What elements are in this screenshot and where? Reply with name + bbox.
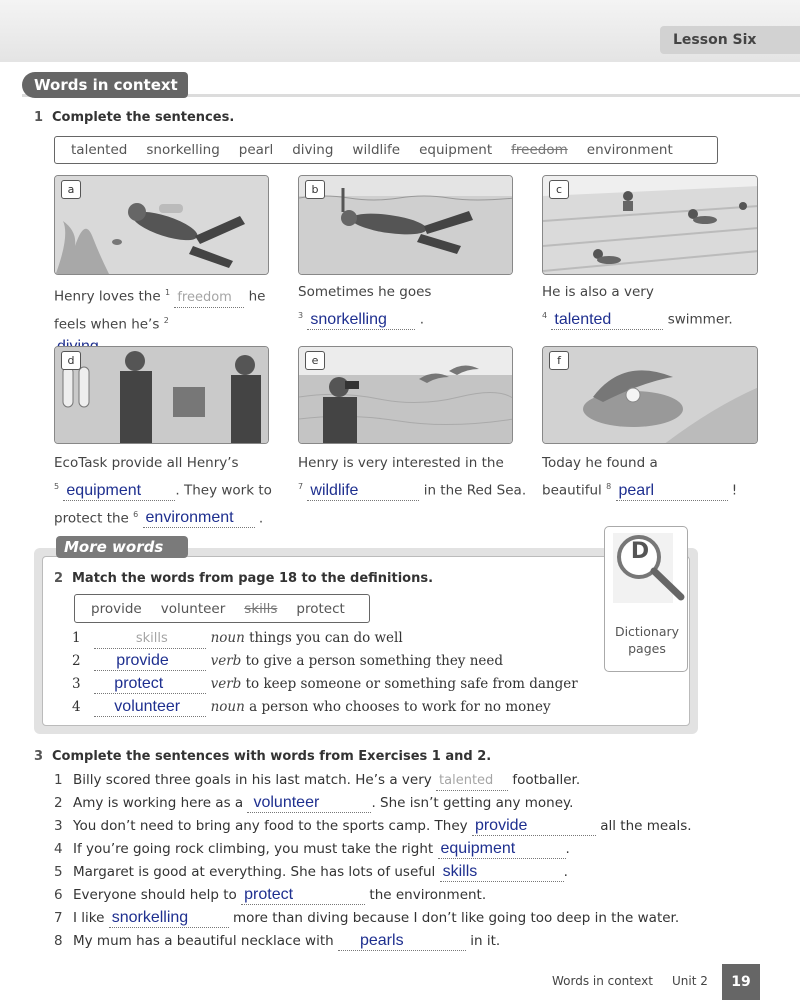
- caption-d-answer2[interactable]: environment: [143, 509, 255, 528]
- ex1-instruction: Complete the sentences.: [52, 110, 235, 125]
- ex3-text-before: Amy is working here as a: [73, 795, 244, 811]
- caption-a-text2: he: [248, 288, 266, 305]
- picture-d-equipment: [54, 346, 269, 444]
- footer-unit: Unit 2: [672, 974, 708, 988]
- ex3-text-before: My mum has a beautiful necklace with: [73, 933, 334, 949]
- dictionary-letter: D: [630, 539, 650, 564]
- word-volunteer: volunteer: [160, 600, 226, 617]
- ex3-text-after: all the meals.: [600, 818, 692, 834]
- word-protect: protect: [296, 600, 345, 617]
- definition-answer-3[interactable]: protect: [94, 675, 206, 694]
- word-talented: talented: [71, 142, 128, 158]
- definition-pos: verb: [210, 653, 242, 669]
- ex3-text-after: . She isn’t getting any money.: [371, 795, 574, 811]
- ex3-row-6: [54, 884, 784, 907]
- ex3-instruction: Complete the sentences with words from Exercises 1 and 2.: [52, 749, 492, 764]
- ex3-row-number: 5: [54, 864, 63, 880]
- ex3-row-number: 1: [54, 772, 63, 788]
- ex3-row-number: 3: [54, 818, 63, 834]
- ex3-answer-8[interactable]: pearls: [338, 932, 466, 951]
- definition-text: to keep someone or something safe from danger: [245, 676, 578, 692]
- ex1-heading: [34, 110, 234, 125]
- caption-b-sup1: 3: [298, 311, 304, 320]
- ex3-answer-3[interactable]: provide: [472, 817, 596, 836]
- definition-pos: verb: [210, 676, 242, 692]
- definition-answer-2[interactable]: provide: [94, 652, 206, 671]
- word-wildlife: wildlife: [352, 142, 401, 158]
- word-provide: provide: [91, 600, 142, 617]
- ex3-text-after: the environment.: [369, 887, 487, 903]
- dictionary-label: [605, 623, 689, 657]
- ex3-heading: [34, 749, 491, 764]
- ex3-answer-1: talented: [436, 772, 508, 791]
- ex3-answer-6[interactable]: protect: [241, 886, 365, 905]
- lesson-label: Lesson Six: [660, 26, 800, 54]
- caption-a-given-freedom: freedom: [174, 289, 244, 308]
- caption-d: [54, 452, 290, 530]
- ex3-text-after: in it.: [470, 933, 501, 949]
- ex3-text-before: If you’re going rock climbing, you must take the right: [73, 841, 434, 857]
- word-freedom-crossed: freedom: [511, 142, 568, 158]
- more-words-title: More words: [56, 536, 188, 558]
- word-skills-crossed: skills: [244, 600, 278, 617]
- ex3-text-after: .: [563, 864, 568, 880]
- picture-c-swimmers: [542, 175, 758, 275]
- caption-d-answer1[interactable]: equipment: [63, 482, 175, 501]
- ex3-text-after: .: [565, 841, 570, 857]
- picture-f-oyster: [542, 346, 758, 444]
- caption-b-text1: Sometimes he goes: [298, 284, 432, 300]
- ex1-word-box: [54, 136, 718, 164]
- ex3-text-before: Everyone should help to: [73, 887, 237, 903]
- ex3-answer-5[interactable]: skills: [440, 863, 564, 882]
- caption-a-text3: feels when he’s: [54, 316, 160, 332]
- footer-section: Words in context: [552, 974, 653, 988]
- ex3-answer-7[interactable]: snorkelling: [109, 909, 229, 928]
- caption-d-sup2: 6: [133, 509, 139, 519]
- picture-a-letter: a: [61, 180, 81, 199]
- definition-list: [72, 627, 592, 719]
- caption-d-sup1: 5: [54, 482, 60, 491]
- word-equipment: equipment: [419, 142, 493, 158]
- ex1-number: 1: [34, 110, 44, 125]
- caption-e-answer[interactable]: wildlife: [307, 482, 419, 501]
- ex3-row-3: [54, 815, 784, 838]
- dictionary-label-line2: pages: [628, 641, 666, 656]
- caption-d-text2: . They work to: [175, 482, 272, 499]
- caption-e-text2: in the Red Sea.: [423, 482, 527, 499]
- caption-d-text1: EcoTask provide all Henry’s: [54, 455, 239, 471]
- picture-a-diver: [54, 175, 269, 275]
- caption-d-text4: .: [258, 510, 264, 526]
- picture-c-letter: c: [549, 180, 569, 199]
- picture-e-dolphins: [298, 346, 513, 444]
- ex3-text-after: footballer.: [512, 772, 581, 788]
- definition-number: 2: [72, 653, 81, 669]
- picture-b-snorkeller: [298, 175, 513, 275]
- definition-number: 1: [72, 630, 81, 646]
- ex3-row-number: 8: [54, 933, 63, 949]
- definition-number: 4: [72, 699, 81, 715]
- picture-f-letter: f: [549, 351, 569, 370]
- caption-b-answer[interactable]: snorkelling: [307, 311, 415, 330]
- definition-answer-1: skills: [94, 630, 206, 649]
- word-environment: environment: [586, 142, 673, 158]
- caption-a-sup1: 1: [164, 288, 171, 297]
- ex3-row-1: [54, 769, 784, 792]
- ex2-heading: [54, 571, 433, 586]
- section-title: Words in context: [22, 72, 188, 98]
- ex3-text-after: more than diving because I don’t like going too deep in the water.: [233, 910, 680, 926]
- ex3-row-5: [54, 861, 784, 884]
- caption-a-sup2: 2: [163, 315, 169, 325]
- definition-text: things you can do well: [249, 630, 403, 646]
- caption-f-sup1: 8: [606, 482, 612, 491]
- page-number: 19: [722, 964, 760, 1000]
- picture-d-letter: d: [61, 351, 81, 370]
- ex3-row-4: [54, 838, 784, 861]
- ex3-text-before: I like: [73, 910, 105, 926]
- picture-b-letter: b: [305, 180, 325, 199]
- ex3-text-before: Billy scored three goals in his last match. He’s a very: [73, 772, 432, 788]
- word-diving: diving: [292, 142, 334, 158]
- dictionary-label-line1: Dictionary: [614, 624, 680, 639]
- ex2-word-box: [74, 594, 370, 623]
- word-snorkelling: snorkelling: [146, 142, 220, 158]
- ex3-answer-4[interactable]: equipment: [438, 840, 566, 859]
- caption-c-text1: He is also a very: [542, 284, 654, 300]
- ex3-row-number: 6: [54, 887, 63, 903]
- definition-pos: noun: [210, 699, 245, 715]
- definition-row-4: [72, 696, 592, 719]
- caption-c-text2: swimmer.: [667, 311, 733, 328]
- ex3-row-7: [54, 907, 784, 930]
- definition-pos: noun: [210, 630, 245, 646]
- ex3-row-2: [54, 792, 784, 815]
- caption-e-text1: Henry is very interested in the: [298, 455, 504, 471]
- definition-text: to give a person something they need: [245, 653, 504, 669]
- caption-e: [298, 452, 534, 503]
- caption-f-text2: beautiful: [542, 482, 602, 499]
- caption-c-sup1: 4: [542, 311, 548, 320]
- caption-c: [542, 281, 778, 332]
- definition-text: a person who chooses to work for no money: [249, 699, 551, 715]
- ex3-row-number: 2: [54, 795, 63, 811]
- ex3-row-number: 7: [54, 910, 63, 926]
- caption-b-text2: .: [419, 311, 424, 328]
- word-pearl: pearl: [238, 142, 274, 158]
- caption-e-sup1: 7: [298, 482, 304, 491]
- caption-b: [298, 281, 528, 332]
- ex3-answer-2[interactable]: volunteer: [247, 794, 371, 813]
- caption-f-answer[interactable]: pearl: [616, 482, 728, 501]
- definition-number: 3: [72, 676, 81, 692]
- definition-answer-4[interactable]: volunteer: [94, 698, 206, 717]
- ex2-number: 2: [54, 571, 64, 586]
- caption-c-answer[interactable]: talented: [551, 311, 663, 330]
- definition-row-3: [72, 673, 592, 696]
- dictionary-pages-box: [604, 526, 688, 672]
- ex3-text-before: Margaret is good at everything. She has lots of useful: [73, 864, 436, 880]
- caption-f-text3: !: [731, 482, 738, 499]
- ex2-instruction: Match the words from page 18 to the definitions.: [72, 571, 434, 586]
- ex3-row-8: [54, 930, 784, 953]
- caption-f: [542, 452, 778, 503]
- caption-a-text1: Henry loves the: [54, 288, 161, 305]
- ex3-text-before: You don’t need to bring any food to the sports camp. They: [73, 818, 468, 834]
- definition-row-2: [72, 650, 592, 673]
- caption-f-text1: Today he found a: [542, 455, 658, 471]
- definition-row-1: [72, 627, 592, 650]
- ex3-row-number: 4: [54, 841, 63, 857]
- ex3-number: 3: [34, 749, 44, 764]
- picture-e-letter: e: [305, 351, 325, 370]
- caption-d-text3: protect the: [54, 510, 129, 526]
- ex3-sentences: [54, 769, 784, 953]
